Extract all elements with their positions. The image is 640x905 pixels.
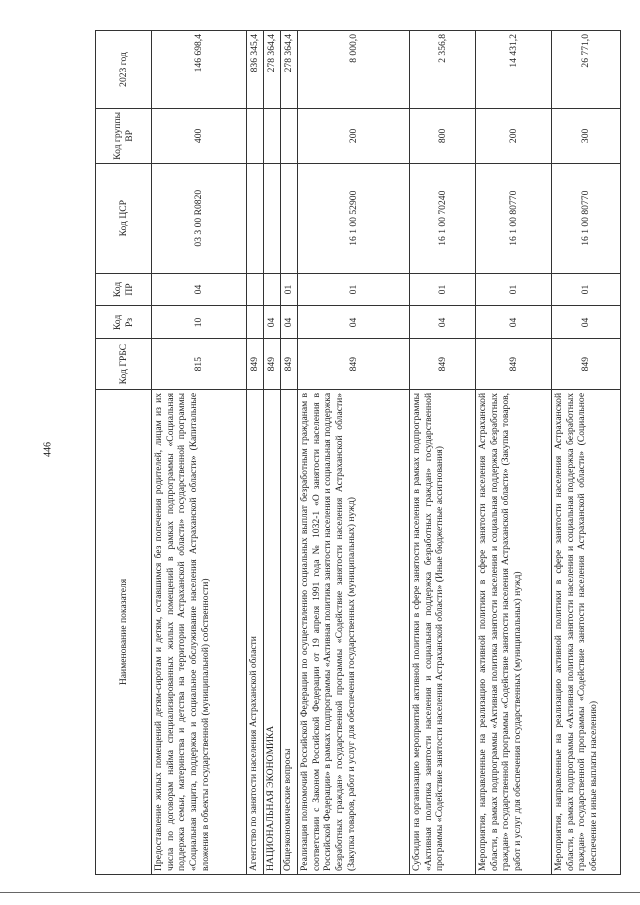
row-grbs: 849 — [298, 339, 410, 389]
header-vr: Код группы ВР — [96, 108, 152, 163]
row-rz: 04 — [264, 306, 281, 339]
row-vr — [264, 108, 281, 163]
row-vr — [247, 108, 264, 163]
row-value: 14 431,2 — [476, 31, 552, 109]
scan-edge-line — [0, 892, 640, 893]
row-value: 8 000,0 — [298, 31, 410, 109]
table-row — [476, 31, 552, 875]
row-name: Агентство по занятости населения Астраханской области — [247, 389, 264, 874]
row-csr: 16 1 00 70240 — [410, 163, 476, 273]
row-pr: 01 — [298, 273, 410, 306]
row-rz: 10 — [152, 306, 247, 339]
row-grbs: 849 — [410, 339, 476, 389]
row-vr: 200 — [476, 108, 552, 163]
header-grbs: Код ГРБС — [96, 339, 152, 389]
row-name: Предоставление жилых помещений детям-сиротам и детям, оставшимся без попечения родителей, лицам из их числа по договорам найма специализированных жилых помещений в рамках подпрограммы «Социальная поддержка семьи, материнства и детства на территории Астраханской области» государственной программы «Социальная защита, поддержка и социальное обслуживание населения Астраханской области» (Капитальные вложения в объекты государственной (муниципальной) собственности) — [152, 389, 247, 874]
row-csr — [264, 163, 281, 273]
row-pr: 01 — [552, 273, 621, 306]
row-name: Общеэкономические вопросы — [281, 389, 298, 874]
row-csr: 03 3 00 R0820 — [152, 163, 247, 273]
row-csr — [247, 163, 264, 273]
row-pr: 01 — [476, 273, 552, 306]
header-csr: Код ЦСР — [96, 163, 152, 273]
row-name: Мероприятия, направленные на реализацию активной политики в сфере занятости населения Астраханской области, в рамках подпрограммы «Активная политика занятости населения и социальная поддержка безработных граждан» государственной программы «Содействие занятости населения Астраханской области» (Закупка товаров, работ и услуг для обеспечения государственных (муниципальных) нужд) — [476, 389, 552, 874]
row-grbs: 849 — [264, 339, 281, 389]
row-rz: 04 — [281, 306, 298, 339]
row-rz: 04 — [476, 306, 552, 339]
row-pr: 04 — [152, 273, 247, 306]
row-value: 278 364,4 — [264, 31, 281, 109]
row-name: Реализация полномочий Российской Федерации по осуществлению социальных выплат безработным гражданам в соответствии с Законом Российской Федерации от 19 апреля 1991 года № 1032-1 «О занятости населения в Российской Федерации» в рамках подпрограммы «Активная политика занятости населения и социальная поддержка безработных граждан» государственной программы «Содействие занятости населения Астраханской области» (Закупка товаров, работ и услуг для обеспечения государственных (муниципальных) нужд) — [298, 389, 410, 874]
table-row — [152, 31, 247, 875]
row-csr: 16 1 00 80770 — [552, 163, 621, 273]
row-value: 836 345,4 — [247, 31, 264, 109]
row-value: 26 771,0 — [552, 31, 621, 109]
row-csr: 16 1 00 52900 — [298, 163, 410, 273]
row-rz — [247, 306, 264, 339]
budget-table-rotated — [95, 30, 620, 875]
header-rz: Код Рз — [96, 306, 152, 339]
table-row — [298, 31, 410, 875]
row-pr — [247, 273, 264, 306]
table-row — [247, 31, 264, 875]
budget-table — [95, 30, 621, 875]
row-grbs: 849 — [247, 339, 264, 389]
row-vr: 400 — [152, 108, 247, 163]
header-name: Наименование показателя — [96, 389, 152, 874]
row-rz: 04 — [298, 306, 410, 339]
row-grbs: 815 — [152, 339, 247, 389]
row-vr: 300 — [552, 108, 621, 163]
row-grbs: 849 — [281, 339, 298, 389]
row-vr: 800 — [410, 108, 476, 163]
row-name: Мероприятия, направленные на реализацию активной политики в сфере занятости населения Астраханской области, в рамках подпрограммы «Активная политика занятости населения и социальная поддержка безработных граждан» государственной программы «Содействие занятости населения Астраханской области» (Социальное обеспечение и иные выплаты населению) — [552, 389, 621, 874]
table-row — [281, 31, 298, 875]
row-grbs: 849 — [476, 339, 552, 389]
header-pr: Код ПР — [96, 273, 152, 306]
row-csr: 16 1 00 80770 — [476, 163, 552, 273]
row-pr: 01 — [410, 273, 476, 306]
table-row — [410, 31, 476, 875]
row-name: НАЦИОНАЛЬНАЯ ЭКОНОМИКА — [264, 389, 281, 874]
row-value: 278 364,4 — [281, 31, 298, 109]
header-row — [96, 31, 152, 875]
table-row — [264, 31, 281, 875]
table-row — [552, 31, 621, 875]
row-pr — [264, 273, 281, 306]
row-value: 146 698,4 — [152, 31, 247, 109]
row-rz: 04 — [552, 306, 621, 339]
row-grbs: 849 — [552, 339, 621, 389]
row-vr: 200 — [298, 108, 410, 163]
row-vr — [281, 108, 298, 163]
row-name: Субсидии на организацию мероприятий активной политики в сфере занятости населения в рамках подпрограммы «Активная политика занятости населения и социальная поддержка безработных граждан» государственной программы «Содействие занятости населения Астраханской области» (Иные бюджетные ассигнования) — [410, 389, 476, 874]
row-pr: 01 — [281, 273, 298, 306]
row-value: 2 356,8 — [410, 31, 476, 109]
row-csr — [281, 163, 298, 273]
header-year: 2023 год — [96, 31, 152, 109]
row-rz: 04 — [410, 306, 476, 339]
page-number: 446 — [42, 442, 54, 457]
